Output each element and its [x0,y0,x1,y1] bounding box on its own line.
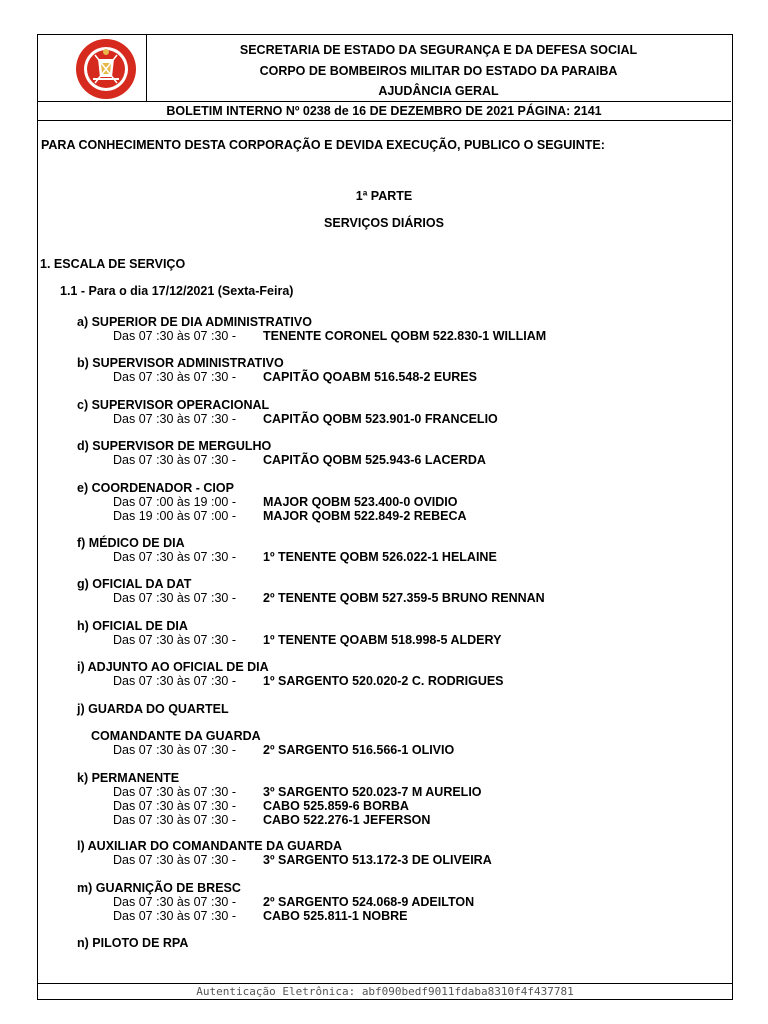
duty-title: e) COORDENADOR - CIOP [77,481,234,495]
fire-department-emblem-icon [71,37,141,101]
duty-officer: 1º SARGENTO 520.020-2 C. RODRIGUES [263,674,504,688]
header-divider [37,101,731,102]
duty-officer: 3º SARGENTO 513.172-3 DE OLIVEIRA [263,853,492,867]
bulletin-line: BOLETIM INTERNO Nº 0238 de 16 DE DEZEMBRO DE 2021 PÁGINA: 2141 [166,104,602,118]
duty-title: h) OFICIAL DE DIA [77,619,188,633]
duty-title: COMANDANTE DA GUARDA [91,729,261,743]
section-title: 1. ESCALA DE SERVIÇO [40,257,186,271]
duty-title: d) SUPERVISOR DE MERGULHO [77,439,272,453]
electronic-authentication: Autenticação Eletrônica: abf090bedf9011fdaba8310f4f437781 [37,983,733,1000]
duty-officer: TENENTE CORONEL QOBM 522.830-1 WILLIAM [263,329,547,343]
duty-time: Das 07 :30 às 07 :30 - [113,743,236,757]
duty-title: b) SUPERVISOR ADMINISTRATIVO [77,356,284,370]
duty-officer: 1º TENENTE QOABM 518.998-5 ALDERY [263,633,502,647]
duty-officer: MAJOR QOBM 523.400-0 OVIDIO [263,495,458,509]
duty-title: f) MÉDICO DE DIA [77,536,185,550]
duty-officer: CABO 525.859-6 BORBA [263,799,409,813]
duty-officer: CABO 522.276-1 JEFERSON [263,813,431,827]
duty-time: Das 07 :30 às 07 :30 - [113,453,236,467]
duty-title: j) GUARDA DO QUARTEL [77,702,229,716]
duty-title: c) SUPERVISOR OPERACIONAL [77,398,270,412]
duty-officer: 3º SARGENTO 520.023-7 M AURELIO [263,785,482,799]
duty-time: Das 07 :30 às 07 :30 - [113,799,236,813]
duty-time: Das 07 :30 às 07 :30 - [113,550,236,564]
duty-officer: 2º SARGENTO 516.566-1 OLIVIO [263,743,455,757]
duty-time: Das 07 :30 às 07 :30 - [113,591,236,605]
duty-officer: 2º SARGENTO 524.068-9 ADEILTON [263,895,475,909]
duty-title: g) OFICIAL DA DAT [77,577,192,591]
header-line-2: CORPO DE BOMBEIROS MILITAR DO ESTADO DA PARAIBA [259,64,618,78]
duty-time: Das 07 :30 às 07 :30 - [113,909,236,923]
duty-title: k) PERMANENTE [77,771,180,785]
duty-time: Das 07 :30 às 07 :30 - [113,853,236,867]
duty-officer: CAPITÃO QOABM 516.548-2 EURES [263,370,477,384]
duty-title: a) SUPERIOR DE DIA ADMINISTRATIVO [77,315,312,329]
duty-title: l) AUXILIAR DO COMANDANTE DA GUARDA [77,839,343,853]
intro-text: PARA CONHECIMENTO DESTA CORPORAÇÃO E DEVIDA EXECUÇÃO, PUBLICO O SEGUINTE: [41,138,605,152]
duty-time: Das 07 :00 às 19 :00 - [113,495,236,509]
duty-title: i) ADJUNTO AO OFICIAL DE DIA [77,660,269,674]
duty-title: n) PILOTO DE RPA [77,936,189,950]
duty-time: Das 07 :30 às 07 :30 - [113,813,236,827]
duty-time: Das 07 :30 às 07 :30 - [113,674,236,688]
bulletin-divider [37,120,731,121]
part-title: 1ª PARTE [355,189,413,203]
duty-time: Das 07 :30 às 07 :30 - [113,412,236,426]
duty-officer: 1º TENENTE QOBM 526.022-1 HELAINE [263,550,497,564]
duty-title: m) GUARNIÇÃO DE BRESC [77,881,241,895]
duty-officer: CABO 525.811-1 NOBRE [263,909,408,923]
duty-time: Das 07 :30 às 07 :30 - [113,370,236,384]
duty-time: Das 19 :00 às 07 :00 - [113,509,236,523]
duty-officer: CAPITÃO QOBM 525.943-6 LACERDA [263,453,486,467]
subsection-title: 1.1 - Para o dia 17/12/2021 (Sexta-Feira) [60,284,294,298]
duty-time: Das 07 :30 às 07 :30 - [113,329,236,343]
duty-time: Das 07 :30 às 07 :30 - [113,633,236,647]
duty-time: Das 07 :30 às 07 :30 - [113,895,236,909]
duty-officer: MAJOR QOBM 522.849-2 REBECA [263,509,467,523]
duty-time: Das 07 :30 às 07 :30 - [113,785,236,799]
header-line-3: AJUDÂNCIA GERAL [378,84,499,98]
duty-officer: 2º TENENTE QOBM 527.359-5 BRUNO RENNAN [263,591,545,605]
header-line-1: SECRETARIA DE ESTADO DA SEGURANÇA E DA DEFESA SOCIAL [239,43,638,57]
duty-officer: CAPITÃO QOBM 523.901-0 FRANCELIO [263,412,498,426]
part-subtitle: SERVIÇOS DIÁRIOS [324,216,444,230]
